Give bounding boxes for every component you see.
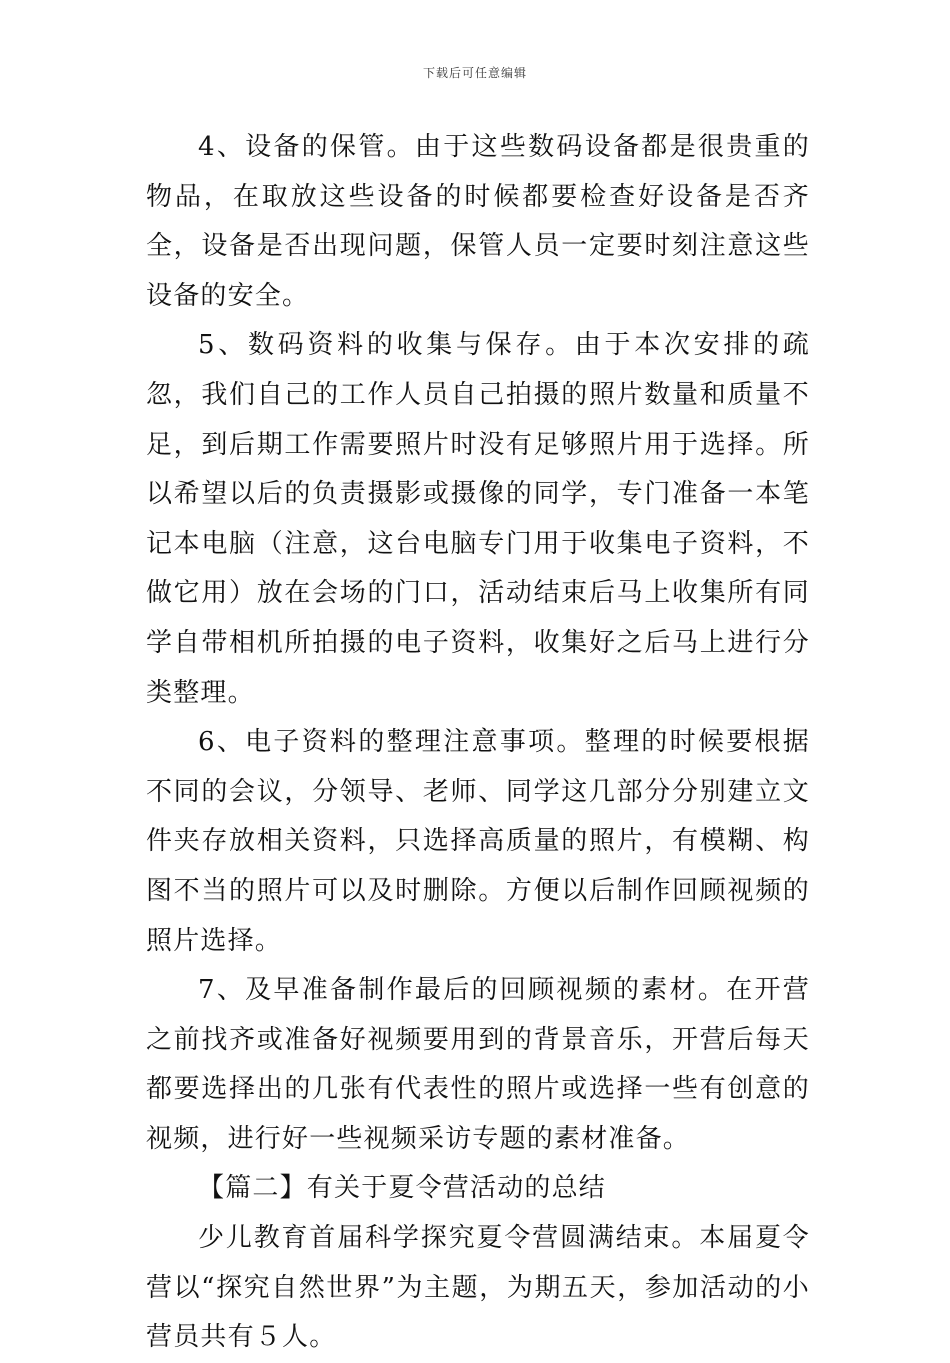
paragraph-equipment-storage: 4、设备的保管。由于这些数码设备都是很贵重的物品，在取放这些设备的时候都要检查好设备是否齐全，设备是否出现问题，保管人员一定要时刻注意这些设备的安全。 bbox=[146, 132, 810, 311]
paragraph-summer-camp-summary: 少儿教育首届科学探究夏令营圆满结束。本届夏令营以“探究自然世界”为主题，为期五天，参加活动的小营员共有５人。 bbox=[146, 1223, 810, 1353]
section-heading: 【篇二】有关于夏令营活动的总结 bbox=[198, 1173, 607, 1204]
paragraph-digital-data-collection: 5、数码资料的收集与保存。由于本次安排的疏忽，我们自己的工作人员自己拍摄的照片数量和质量不足，到后期工作需要照片时没有足够照片用于选择。所以希望以后的负责摄影或摄像的同学，专门准备一本笔记本电脑（注意，这台电脑专门用于收集电子资料，不做它用）放在会场的门口，活动结束后马上收集所有同学自带相机所拍摄的电子资料，收集好之后马上进行分类整理。 bbox=[146, 330, 810, 708]
paragraph-review-video-materials: 7、及早准备制作最后的回顾视频的素材。在开营之前找齐或准备好视频要用到的背景音乐，开营后每天都要选择出的几张有代表性的照片或选择一些有创意的视频，进行好一些视频采访专题的素材准备。 bbox=[146, 975, 810, 1154]
document-body bbox=[146, 123, 810, 1363]
paragraph-electronic-data-organization: 6、电子资料的整理注意事项。整理的时候要根据不同的会议，分领导、老师、同学这几部分分别建立文件夹存放相关资料，只选择高质量的照片，有模糊、构图不当的照片可以及时删除。方便以后制作回顾视频的照片选择。 bbox=[146, 727, 810, 956]
page-header-note: 下载后可任意编辑 bbox=[422, 66, 527, 80]
